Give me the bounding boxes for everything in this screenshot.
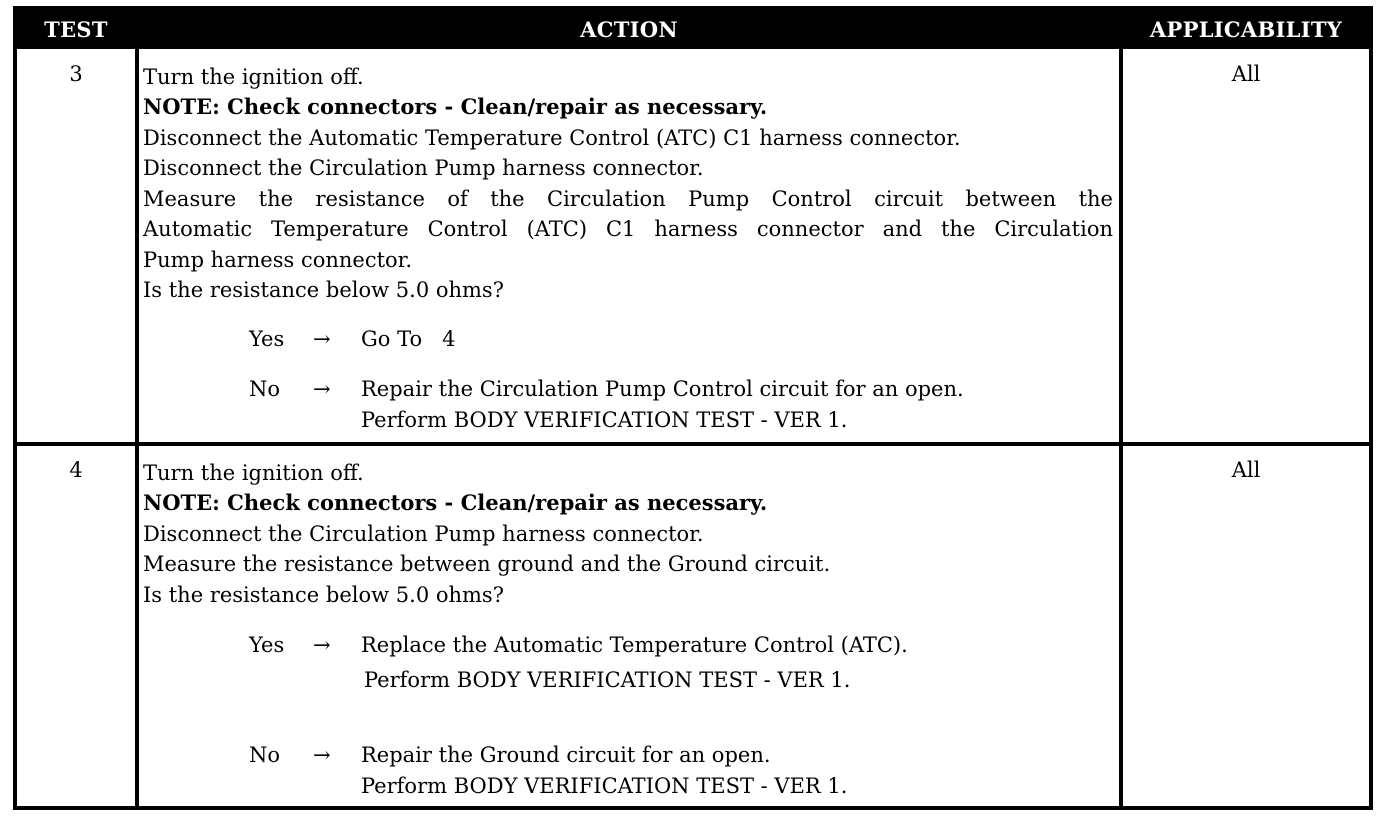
yes-action-verify: Perform BODY VERIFICATION TEST - VER 1. <box>364 668 851 692</box>
right-arrow-icon: → <box>313 377 331 401</box>
action-line: Disconnect the Circulation Pump harness connector. <box>143 522 704 546</box>
no-label: No <box>249 377 281 401</box>
test-number: 3 <box>69 62 83 86</box>
header-action: ACTION <box>580 17 678 42</box>
action-line: Automatic Temperature Control (ATC) C1 harness connector and the Circulation <box>143 217 1113 241</box>
header-test: TEST <box>44 17 108 42</box>
no-action-verify: Perform BODY VERIFICATION TEST - VER 1. <box>361 408 848 432</box>
column-divider <box>135 49 139 810</box>
no-action: Repair the Circulation Pump Control circuit for an open. <box>361 377 964 401</box>
action-note: NOTE: Check connectors - Clean/repair as necessary. <box>143 94 768 119</box>
test-number: 4 <box>69 458 83 482</box>
yes-label: Yes <box>249 633 285 657</box>
yes-action: Go To 4 <box>361 327 456 351</box>
applicability-value: All <box>1231 458 1261 482</box>
yes-action: Replace the Automatic Temperature Control (ATC). <box>361 633 908 657</box>
yes-label: Yes <box>249 327 285 351</box>
no-action: Repair the Ground circuit for an open. <box>361 743 771 767</box>
action-line: Pump harness connector. <box>143 248 413 272</box>
right-arrow-icon: → <box>313 327 331 351</box>
action-line: Measure the resistance between ground and the Ground circuit. <box>143 552 831 576</box>
no-label: No <box>249 743 281 767</box>
row-divider <box>17 442 1369 446</box>
action-line: Turn the ignition off. <box>143 65 364 89</box>
diagnostic-table <box>13 6 1373 810</box>
action-note: NOTE: Check connectors - Clean/repair as necessary. <box>143 490 768 515</box>
applicability-value: All <box>1231 62 1261 86</box>
action-question: Is the resistance below 5.0 ohms? <box>143 583 504 607</box>
no-action-verify: Perform BODY VERIFICATION TEST - VER 1. <box>361 774 848 798</box>
right-arrow-icon: → <box>313 633 331 657</box>
column-divider <box>1119 49 1123 810</box>
action-question: Is the resistance below 5.0 ohms? <box>143 278 504 302</box>
action-line: Measure the resistance of the Circulation Pump Control circuit between the <box>143 187 1113 211</box>
header-applicability: APPLICABILITY <box>1149 17 1343 42</box>
action-line: Turn the ignition off. <box>143 461 364 485</box>
right-arrow-icon: → <box>313 743 331 767</box>
action-line: Disconnect the Circulation Pump harness connector. <box>143 156 704 180</box>
table-header <box>17 10 1369 49</box>
action-line: Disconnect the Automatic Temperature Control (ATC) C1 harness connector. <box>143 126 961 150</box>
